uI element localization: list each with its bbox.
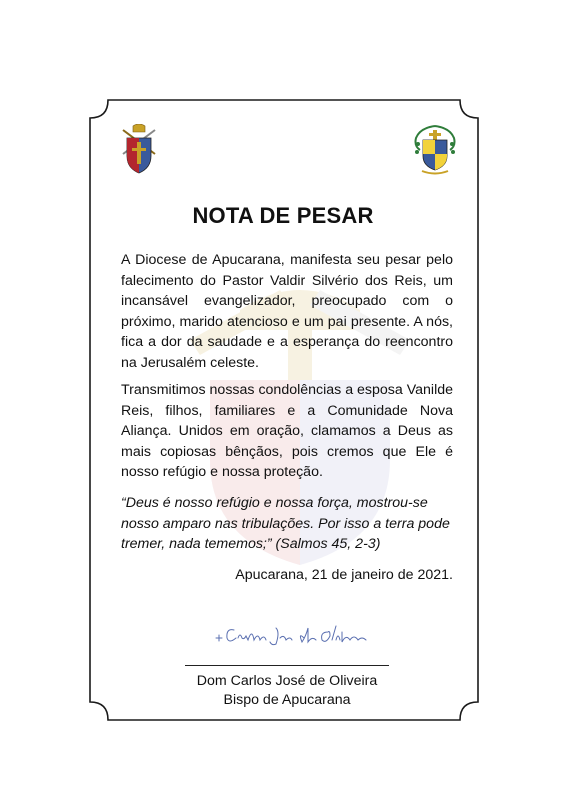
diocese-coat-of-arms-icon [120, 124, 158, 174]
signer-name: Dom Carlos José de Oliveira [196, 673, 378, 689]
bishop-coat-of-arms-icon [412, 124, 458, 176]
bible-quote: “Deus é nosso refúgio e nossa força, mostrou-se nosso amparo nas tribulações. Por isso a terra pode tremer, nada tememos;” (Salmos 45, 2-3) [121, 495, 450, 552]
handwritten-signature [212, 618, 372, 648]
paragraph-prayer: Transmitimos nossas condolências a esposa Vanilde Reis, filhos, familiares e a Comunidade Nova Aliança. Unidos em oração, clamamos a Deus as mais copiosas bênçãos, pois cremos que Ele é nosso refúgio e nossa proteção. [121, 382, 453, 480]
date-line: Apucarana, 21 de janeiro de 2021. [235, 567, 453, 583]
signature-line [185, 665, 389, 666]
document-title: NOTA DE PESAR [192, 203, 374, 228]
paragraph-condolence: A Diocese de Apucarana, manifesta seu pesar pelo falecimento do Pastor Valdir Silvério dos Reis, um incansável evangelizador, preocupado com o próximo, marido atencioso e um pai presente. A nós, fica a dor da saudade e a esperança do reencontro na Jerusalém celeste. [121, 252, 453, 371]
signer-title: Bispo de Apucarana [223, 692, 351, 708]
